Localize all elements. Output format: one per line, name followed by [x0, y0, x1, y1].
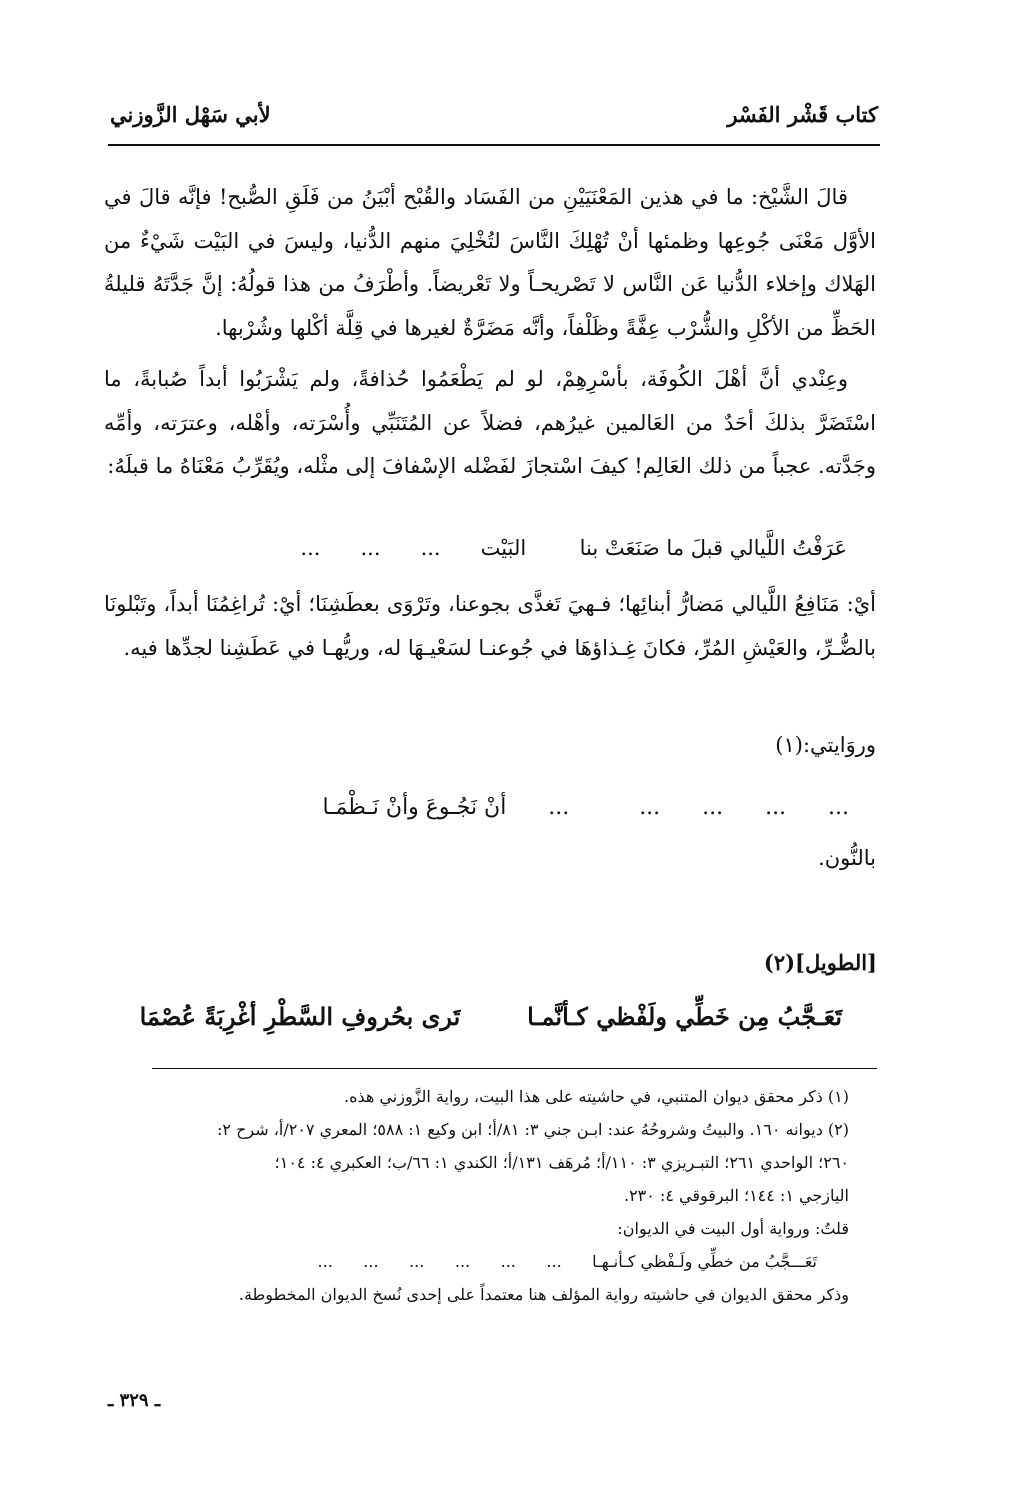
- paragraph-1: قالَ الشَّيْخ: ما في هذين المَعْنَيَيْنِ من الفَسَاد والقُبْح أبْيَنُ من فَلَقِ الصُّبح! فإنَّه قالَ في الأوَّل مَعْنَى جُوعِها وظمئها أنْ تُهْلِكَ النَّاسَ لتُخْلِيَ منهم الدُّنيا، وليسَ في البَيْت شَيْءٌ من الهَلاك وإخلاء الدُّنيا عَن النَّاس لا تَصْريحـاً ولا تَعْريضاً. وأطْرَفُ من هذا قولُهُ: إنَّ جَدَّتَهُ قليلةُ الحَظِّ من الأكْلِ والشُّرْب عِفَّةً وظَلْفاً، وأنَّه مَضَرَّةٌ لغيرها في قِلَّة أكْلها وشُرْبها.: [104, 185, 876, 340]
- footnote-2-line-1: (٢) ديوانه ١٦٠. والبيتُ وشروحُهُ عند: ابـن جني ٣: ٨١/أ؛ ابن وكيع ١: ٥٨٨؛ المعري ٢٠٧/أ، شرح ٢:: [217, 1120, 849, 1139]
- footnote-2-line-5: وذكر محقق الديوان في حاشيته رواية المؤلف هنا معتمداً على إحدى نُسخ الديوان المخطوطة.: [238, 1285, 849, 1304]
- poem-verse: تَعَـجَّبُ مِن خَطِّي ولَفْظي كـأنَّمـا تَرى بحُروفِ السَّطْرِ أغْرِبَةً عُصْمَا: [139, 1002, 842, 1031]
- main-text-2: [104, 583, 876, 670]
- header-book-title: كتاب قَشْر الفَسْر: [727, 102, 878, 127]
- quoted-verse-1: عَرَفْتُ اللَّيالي قبلَ ما صَنَعَتْ بنا البَيْت ... ... ...: [300, 536, 847, 560]
- header-author: لأبي سَهْل الزَّوزني: [110, 102, 271, 127]
- riwaya-line: وروَايتي:(١): [775, 733, 876, 757]
- bilnun-line: بالنُّون.: [818, 846, 876, 870]
- paragraph-3: أيْ: مَنَافِعُ اللَّيالي مَضارُّ أبنائِها؛ فـهيَ تَغذَّى بجوعنا، وتَرْوَى بعطَشِنَا؛ أيْ: تُراغِمُنَا أبداً، وتَبْلونَا بالضُّـرِّ، والعَيْشِ المُرِّ، فكانَ غِـذاؤهَا في جُوعنـا لسَعْيـهَا له، وريُّهـا في عَطَشِنا لجدِّها فيه.: [104, 592, 876, 660]
- footnote-1: (١) ذكر محقق ديوان المتنبي، في حاشيته على هذا البيت، رواية الزَّوزني هذه.: [344, 1087, 849, 1106]
- footnote-rule: [152, 1068, 877, 1069]
- footnote-2-line-3: اليازجي ١: ١٤٤؛ البرقوقي ٤: ٢٣٠.: [623, 1186, 849, 1205]
- page-number: ـ ٣٢٩ ـ: [108, 1390, 161, 1411]
- main-text: [104, 176, 876, 489]
- paragraph-2: وعِنْدي أنَّ أهْلَ الكُوفَة، بأسْرِهِمْ، لو لم يَطْعَمُوا حُذافةً، ولم يَشْرَبُوا أبداً صُبابةً، ما اسْتَضَرَّ بذلكَ أحَدٌ من العَالمين غيرُهم، فضلاً عن المُتَنَبِّي وأُسْرَته، وأهْله، وعترَته، وأمِّه وجَدَّته. عجباً من ذلك العَالِم! كيفَ اسْتجازَ لفَضْله الإسْفافَ إلى مثْله، ويُقَرِّبُ مَعْنَاهُ ما قبلَهُ:: [104, 367, 876, 478]
- header-rule: [108, 144, 880, 146]
- poem-meter: [الطويل](٢): [763, 950, 877, 975]
- footnote-2-line-4: قلتُ: ورواية أول البيت في الديوان:: [617, 1219, 849, 1238]
- footnote-2-verse: تَعَـــجَّبُ من خطِّي ولَـفْظي كـأنـهـا ... ... ... ... ... ...: [317, 1252, 817, 1271]
- footnotes: [105, 1080, 877, 1311]
- footnote-2-line-2: ٢٦٠؛ الواحدي ٢٦١؛ التبـريزي ٣: ١١٠/أ؛ مُرهَف ١٣١/أ؛ الكندي ١: ٦٦/ب؛ العكبري ٤: ١٠٤؛: [274, 1153, 849, 1172]
- quoted-verse-2: ... ... ... ... ... أنْ نَجُـوعَ وأنْ نَـظْمَـا: [322, 795, 849, 820]
- running-header: [110, 96, 878, 136]
